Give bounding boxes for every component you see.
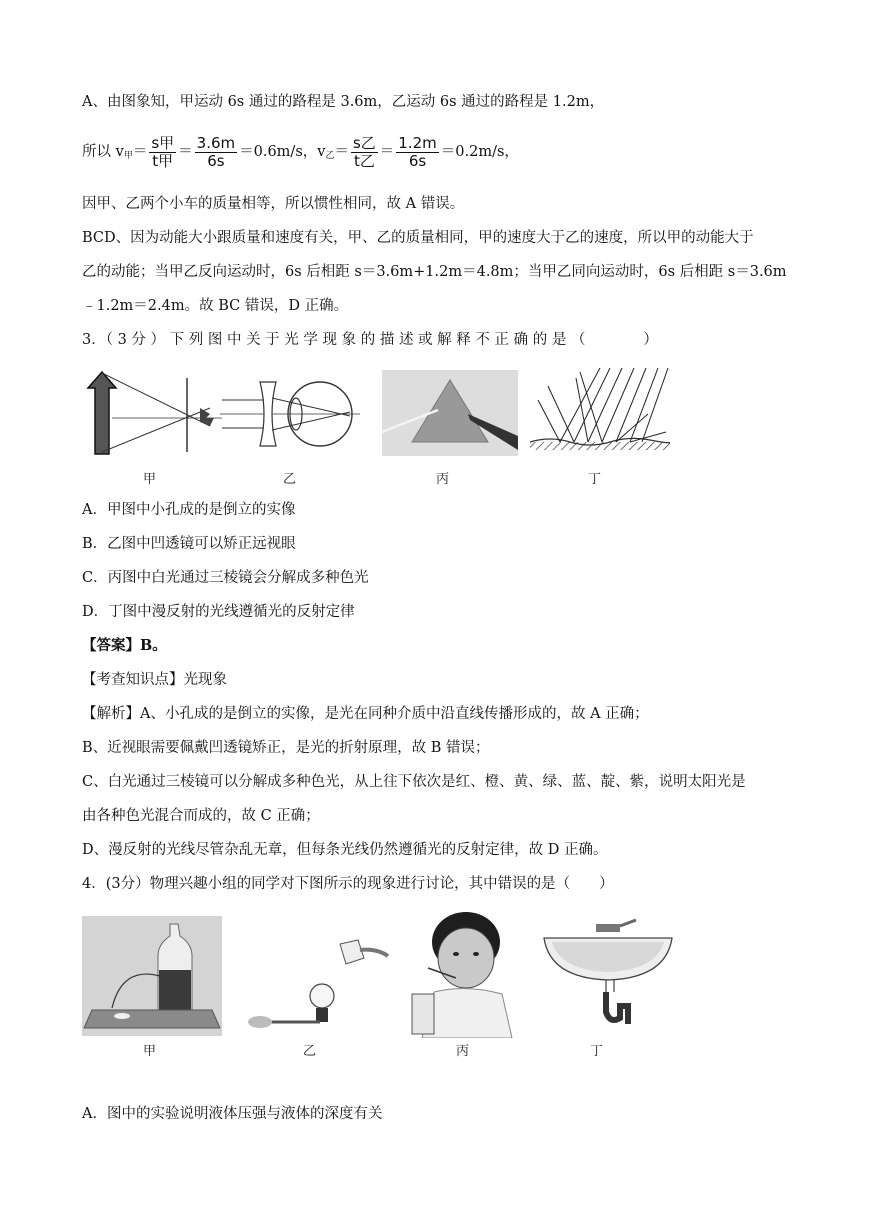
fraction-numerator: 3.6m — [196, 133, 236, 152]
solution-line-bcd-1: BCD、因为动能大小跟质量和速度有关，甲、乙的质量相同，甲的速度大于乙的速度，所以甲的动能大于 — [82, 230, 754, 246]
fraction-denominator: t乙 — [353, 151, 375, 170]
glass-icon — [412, 994, 434, 1034]
fraction-12 — [396, 135, 438, 170]
formula-end: ＝0.2m/s， — [440, 144, 519, 160]
formula-eq1: ＝ — [132, 144, 148, 160]
solution-line-a: A、由图象知，甲运动 6s 通过的路程是 3.6m，乙运动 6s 通过的路程是 1.2m， — [82, 94, 605, 110]
caption4-bing: 丙 — [456, 1044, 470, 1059]
answer: 【答案】B。 — [82, 637, 167, 654]
caption4-jia: 甲 — [143, 1044, 157, 1059]
sub-jia: 甲 — [123, 151, 133, 161]
q4-option-a: A．图中的实验说明液体压强与液体的深度有关 — [82, 1106, 383, 1122]
explanation-3: C、白光通过三棱镜可以分解成多种色光，从上往下依次是红、橙、黄、绿、蓝、靛、紫，说明太阳光是 — [82, 774, 746, 790]
caption-ding: 丁 — [588, 472, 602, 487]
q3-option-d: D．丁图中漫反射的光线遵循光的反射定律 — [82, 604, 355, 620]
fraction-s-yi — [351, 135, 378, 170]
sub-yi: 乙 — [325, 151, 335, 161]
fraction-36 — [195, 135, 237, 170]
arrow-object-icon — [88, 372, 116, 454]
caption-jia: 甲 — [143, 472, 157, 487]
formula-eq2: ＝ — [178, 144, 193, 160]
velocity-formula — [82, 132, 519, 176]
knowledge-point: 【考查知识点】光现象 — [82, 672, 227, 688]
figure-bottle-experiment — [82, 916, 222, 1036]
question-3: 3．（ 3 分 ） 下 列 图 中 关 于 光 学 现 象 的 描 述 或 解 释 不 正 确 的 是 （ ） — [82, 332, 658, 348]
formula-eq3: ＝ — [334, 144, 349, 160]
caption4-yi: 乙 — [303, 1044, 317, 1059]
shirt-icon — [422, 988, 512, 1038]
light-rays-icon — [538, 368, 668, 442]
figure-pinhole — [82, 368, 222, 458]
inverted-image-icon — [200, 408, 214, 426]
fraction-numerator: 1.2m — [398, 133, 437, 152]
q3-option-c: C．丙图中白光通过三棱镜会分解成多种色光 — [82, 570, 369, 586]
tray-icon — [84, 1010, 220, 1028]
question-4: 4．(3分）物理兴趣小组的同学对下图所示的现象进行讨论，其中错误的是（ ） — [82, 876, 614, 892]
fraction-denominator: 6s — [207, 151, 225, 170]
fraction-denominator: 6s — [408, 151, 427, 170]
explanation-1: 【解析】A、小孔成的是倒立的实像，是光在同种介质中沿直线传播形成的，故 A 正确； — [82, 706, 649, 722]
caption4-ding: 丁 — [590, 1044, 604, 1059]
figure-sink-trap — [540, 912, 676, 1030]
solution-line-bcd-3: ﹣1.2m＝2.4m。故 BC 错误，D 正确。 — [82, 298, 349, 314]
faucet-icon — [596, 924, 620, 932]
bulb-icon — [310, 984, 334, 1008]
cup-icon — [340, 940, 364, 964]
fraction-numerator: s乙 — [352, 133, 376, 152]
formula-eq4: ＝ — [379, 144, 395, 160]
formula-mid: ＝0.6m/s，v — [239, 144, 326, 160]
figure-eye-lens — [220, 370, 360, 456]
solution-line-inertia: 因甲、乙两个小车的质量相等，所以惯性相同，故 A 错误。 — [82, 196, 465, 212]
figure-boy-straw — [406, 902, 518, 1038]
caption-bing: 丙 — [436, 472, 450, 487]
explanation-4: 由各种色光混合而成的，故 C 正确； — [82, 808, 320, 824]
hand-icon — [248, 1016, 272, 1028]
caption-yi: 乙 — [283, 472, 297, 487]
q3-option-b: B．乙图中凹透镜可以矫正远视眼 — [82, 536, 296, 552]
figure-bulb-experiment — [240, 930, 390, 1036]
q3-option-a: A．甲图中小孔成的是倒立的实像 — [82, 502, 296, 518]
solution-line-bcd-2: 乙的动能；当甲乙反向运动时，6s 后相距 s＝3.6m+1.2m＝4.8m；当甲乙同向运动时，6s 后相距 s＝3.6m — [82, 264, 787, 280]
face-icon — [438, 928, 494, 988]
fraction-denominator: t甲 — [152, 151, 174, 170]
fraction-s-jia — [149, 135, 176, 170]
explanation-5: D、漫反射的光线尽管杂乱无章，但每条光线仍然遵循光的反射定律，故 D 正确。 — [82, 842, 608, 858]
figure-diffuse-reflection — [530, 362, 670, 458]
fraction-numerator: s甲 — [151, 133, 175, 152]
figure-prism — [382, 370, 518, 456]
u-trap-icon — [606, 992, 628, 1024]
formula-prefix: 所以 v — [82, 144, 124, 160]
explanation-2: B、近视眼需要佩戴凹透镜矫正，是光的折射原理，故 B 错误； — [82, 740, 490, 756]
